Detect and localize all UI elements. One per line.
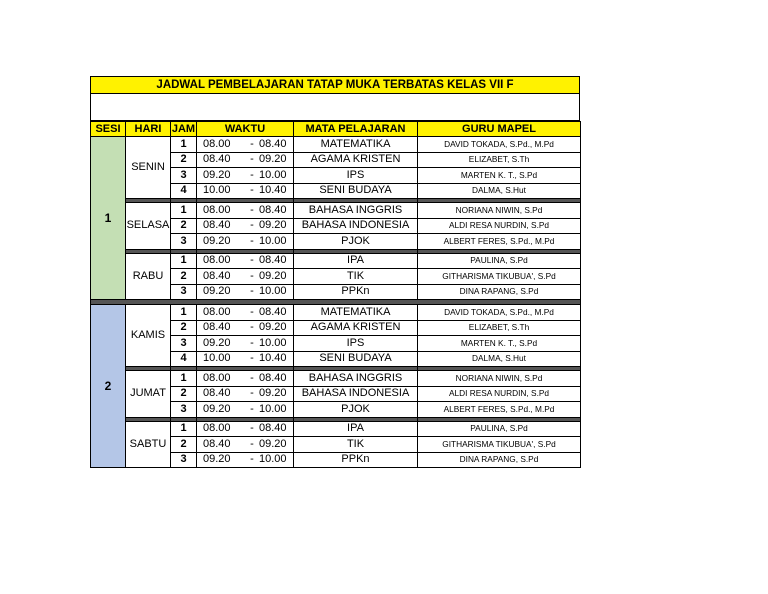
time-dash: - [250, 234, 254, 247]
time-dash: - [250, 336, 254, 349]
jam-cell: 1 [171, 421, 197, 437]
start-time: 10.00 [203, 352, 231, 365]
mapel-cell: BAHASA INGGRIS [294, 371, 418, 387]
blank-row [90, 94, 580, 121]
waktu-cell [197, 168, 294, 184]
waktu-cell [197, 402, 294, 418]
jam-cell: 1 [171, 371, 197, 387]
end-time: 08.40 [259, 371, 287, 384]
time-dash: - [250, 387, 254, 400]
jam-cell: 3 [171, 234, 197, 250]
start-time: 08.00 [203, 422, 231, 435]
end-time: 08.40 [259, 203, 287, 216]
waktu-cell [197, 137, 294, 153]
guru-cell: ALDI RESA NURDIN, S.Pd [418, 386, 581, 402]
jam-cell: 2 [171, 320, 197, 336]
start-time: 09.20 [203, 453, 231, 466]
start-time: 08.40 [203, 269, 231, 282]
session-label-1: 1 [91, 137, 126, 300]
waktu-cell [197, 305, 294, 321]
end-time: 10.00 [259, 453, 287, 466]
mapel-cell: AGAMA KRISTEN [294, 152, 418, 168]
time-dash: - [250, 153, 254, 166]
start-time: 09.20 [203, 402, 231, 415]
header-waktu: WAKTU [197, 122, 294, 137]
waktu-cell [197, 386, 294, 402]
mapel-cell: PJOK [294, 234, 418, 250]
day-label: SENIN [126, 137, 171, 199]
mapel-cell: AGAMA KRISTEN [294, 320, 418, 336]
schedule-sheet [90, 76, 580, 468]
start-time: 09.20 [203, 168, 231, 181]
waktu-cell [197, 421, 294, 437]
mapel-cell: TIK [294, 437, 418, 453]
mapel-cell: MATEMATIKA [294, 305, 418, 321]
time-dash: - [250, 422, 254, 435]
header-row [91, 122, 581, 137]
schedule-body [91, 137, 581, 468]
header-hari: HARI [126, 122, 171, 137]
mapel-cell: IPA [294, 421, 418, 437]
jam-cell: 2 [171, 218, 197, 234]
mapel-cell: IPA [294, 253, 418, 269]
mapel-cell: MATEMATIKA [294, 137, 418, 153]
waktu-cell [197, 269, 294, 285]
waktu-cell [197, 218, 294, 234]
waktu-cell [197, 320, 294, 336]
day-label: SELASA [126, 203, 171, 250]
start-time: 09.20 [203, 234, 231, 247]
mapel-cell: PJOK [294, 402, 418, 418]
end-time: 08.40 [259, 254, 287, 267]
table-row [91, 137, 581, 153]
time-dash: - [250, 168, 254, 181]
time-dash: - [250, 137, 254, 150]
jam-cell: 2 [171, 152, 197, 168]
mapel-cell: PPKn [294, 452, 418, 468]
guru-cell: DAVID TOKADA, S.Pd., M.Pd [418, 305, 581, 321]
schedule-table [90, 121, 581, 468]
end-time: 10.00 [259, 285, 287, 298]
jam-cell: 3 [171, 284, 197, 300]
end-time: 08.40 [259, 422, 287, 435]
guru-cell: DINA RAPANG, S.Pd [418, 284, 581, 300]
start-time: 08.00 [203, 371, 231, 384]
header-sesi: SESI [91, 122, 126, 137]
waktu-cell [197, 371, 294, 387]
waktu-cell [197, 203, 294, 219]
jam-cell: 4 [171, 183, 197, 199]
end-time: 10.40 [259, 184, 287, 197]
time-dash: - [250, 219, 254, 232]
mapel-cell: SENI BUDAYA [294, 351, 418, 367]
time-dash: - [250, 269, 254, 282]
waktu-cell [197, 234, 294, 250]
waktu-cell [197, 452, 294, 468]
jam-cell: 2 [171, 437, 197, 453]
time-dash: - [250, 305, 254, 318]
jam-cell: 1 [171, 137, 197, 153]
time-dash: - [250, 371, 254, 384]
guru-cell: PAULINA, S.Pd [418, 253, 581, 269]
guru-cell: GITHARISMA TIKUBUA', S.Pd [418, 437, 581, 453]
end-time: 10.00 [259, 234, 287, 247]
time-dash: - [250, 254, 254, 267]
time-dash: - [250, 184, 254, 197]
start-time: 08.40 [203, 219, 231, 232]
time-dash: - [250, 203, 254, 216]
table-row [91, 305, 581, 321]
start-time: 08.00 [203, 254, 231, 267]
jam-cell: 3 [171, 402, 197, 418]
mapel-cell: BAHASA INDONESIA [294, 218, 418, 234]
guru-cell: PAULINA, S.Pd [418, 421, 581, 437]
mapel-cell: BAHASA INDONESIA [294, 386, 418, 402]
guru-cell: ELIZABET, S.Th [418, 152, 581, 168]
guru-cell: NORIANA NIWIN, S.Pd [418, 203, 581, 219]
waktu-cell [197, 351, 294, 367]
guru-cell: GITHARISMA TIKUBUA', S.Pd [418, 269, 581, 285]
time-dash: - [250, 285, 254, 298]
table-row [91, 371, 581, 387]
jam-cell: 3 [171, 336, 197, 352]
guru-cell: DINA RAPANG, S.Pd [418, 452, 581, 468]
mapel-cell: PPKn [294, 284, 418, 300]
start-time: 08.40 [203, 437, 231, 450]
jam-cell: 1 [171, 203, 197, 219]
day-label: KAMIS [126, 305, 171, 367]
end-time: 09.20 [259, 269, 287, 282]
time-dash: - [250, 352, 254, 365]
day-label: SABTU [126, 421, 171, 468]
end-time: 09.20 [259, 437, 287, 450]
day-label: JUMAT [126, 371, 171, 418]
time-dash: - [250, 453, 254, 466]
start-time: 08.00 [203, 305, 231, 318]
time-dash: - [250, 437, 254, 450]
guru-cell: ALBERT FERES, S.Pd., M.Pd [418, 234, 581, 250]
end-time: 10.00 [259, 402, 287, 415]
mapel-cell: TIK [294, 269, 418, 285]
jam-cell: 2 [171, 269, 197, 285]
guru-cell: DAVID TOKADA, S.Pd., M.Pd [418, 137, 581, 153]
time-dash: - [250, 402, 254, 415]
start-time: 08.40 [203, 387, 231, 400]
end-time: 09.20 [259, 153, 287, 166]
end-time: 10.00 [259, 168, 287, 181]
waktu-cell [197, 152, 294, 168]
header-guru: GURU MAPEL [418, 122, 581, 137]
header-jam: JAM [171, 122, 196, 135]
guru-cell: ELIZABET, S.Th [418, 320, 581, 336]
waktu-cell [197, 437, 294, 453]
guru-cell: MARTEN K. T., S.Pd [418, 168, 581, 184]
start-time: 09.20 [203, 336, 231, 349]
start-time: 08.00 [203, 203, 231, 216]
end-time: 10.40 [259, 352, 287, 365]
guru-cell: NORIANA NIWIN, S.Pd [418, 371, 581, 387]
end-time: 09.20 [259, 387, 287, 400]
start-time: 10.00 [203, 184, 231, 197]
time-dash: - [250, 321, 254, 334]
waktu-cell [197, 183, 294, 199]
mapel-cell: IPS [294, 336, 418, 352]
table-row [91, 421, 581, 437]
guru-cell: ALBERT FERES, S.Pd., M.Pd [418, 402, 581, 418]
start-time: 08.40 [203, 153, 231, 166]
table-row [91, 203, 581, 219]
guru-cell: DALMA, S.Hut [418, 183, 581, 199]
end-time: 10.00 [259, 336, 287, 349]
waktu-cell [197, 284, 294, 300]
jam-cell: 3 [171, 168, 197, 184]
guru-cell: ALDI RESA NURDIN, S.Pd [418, 218, 581, 234]
end-time: 09.20 [259, 219, 287, 232]
guru-cell: MARTEN K. T., S.Pd [418, 336, 581, 352]
waktu-cell [197, 336, 294, 352]
end-time: 08.40 [259, 137, 287, 150]
mapel-cell: SENI BUDAYA [294, 183, 418, 199]
end-time: 09.20 [259, 321, 287, 334]
session-label-2: 2 [91, 305, 126, 468]
jam-cell: 2 [171, 386, 197, 402]
end-time: 08.40 [259, 305, 287, 318]
start-time: 08.00 [203, 137, 231, 150]
table-row [91, 253, 581, 269]
jam-cell: 3 [171, 452, 197, 468]
schedule-title: JADWAL PEMBELAJARAN TATAP MUKA TERBATAS KELAS VII F [90, 76, 580, 94]
guru-cell: DALMA, S.Hut [418, 351, 581, 367]
start-time: 09.20 [203, 285, 231, 298]
day-label: RABU [126, 253, 171, 300]
mapel-cell: BAHASA INGGRIS [294, 203, 418, 219]
start-time: 08.40 [203, 321, 231, 334]
jam-cell: 1 [171, 305, 197, 321]
waktu-cell [197, 253, 294, 269]
jam-cell: 4 [171, 351, 197, 367]
header-mapel: MATA PELAJARAN [294, 122, 418, 137]
mapel-cell: IPS [294, 168, 418, 184]
jam-cell: 1 [171, 253, 197, 269]
